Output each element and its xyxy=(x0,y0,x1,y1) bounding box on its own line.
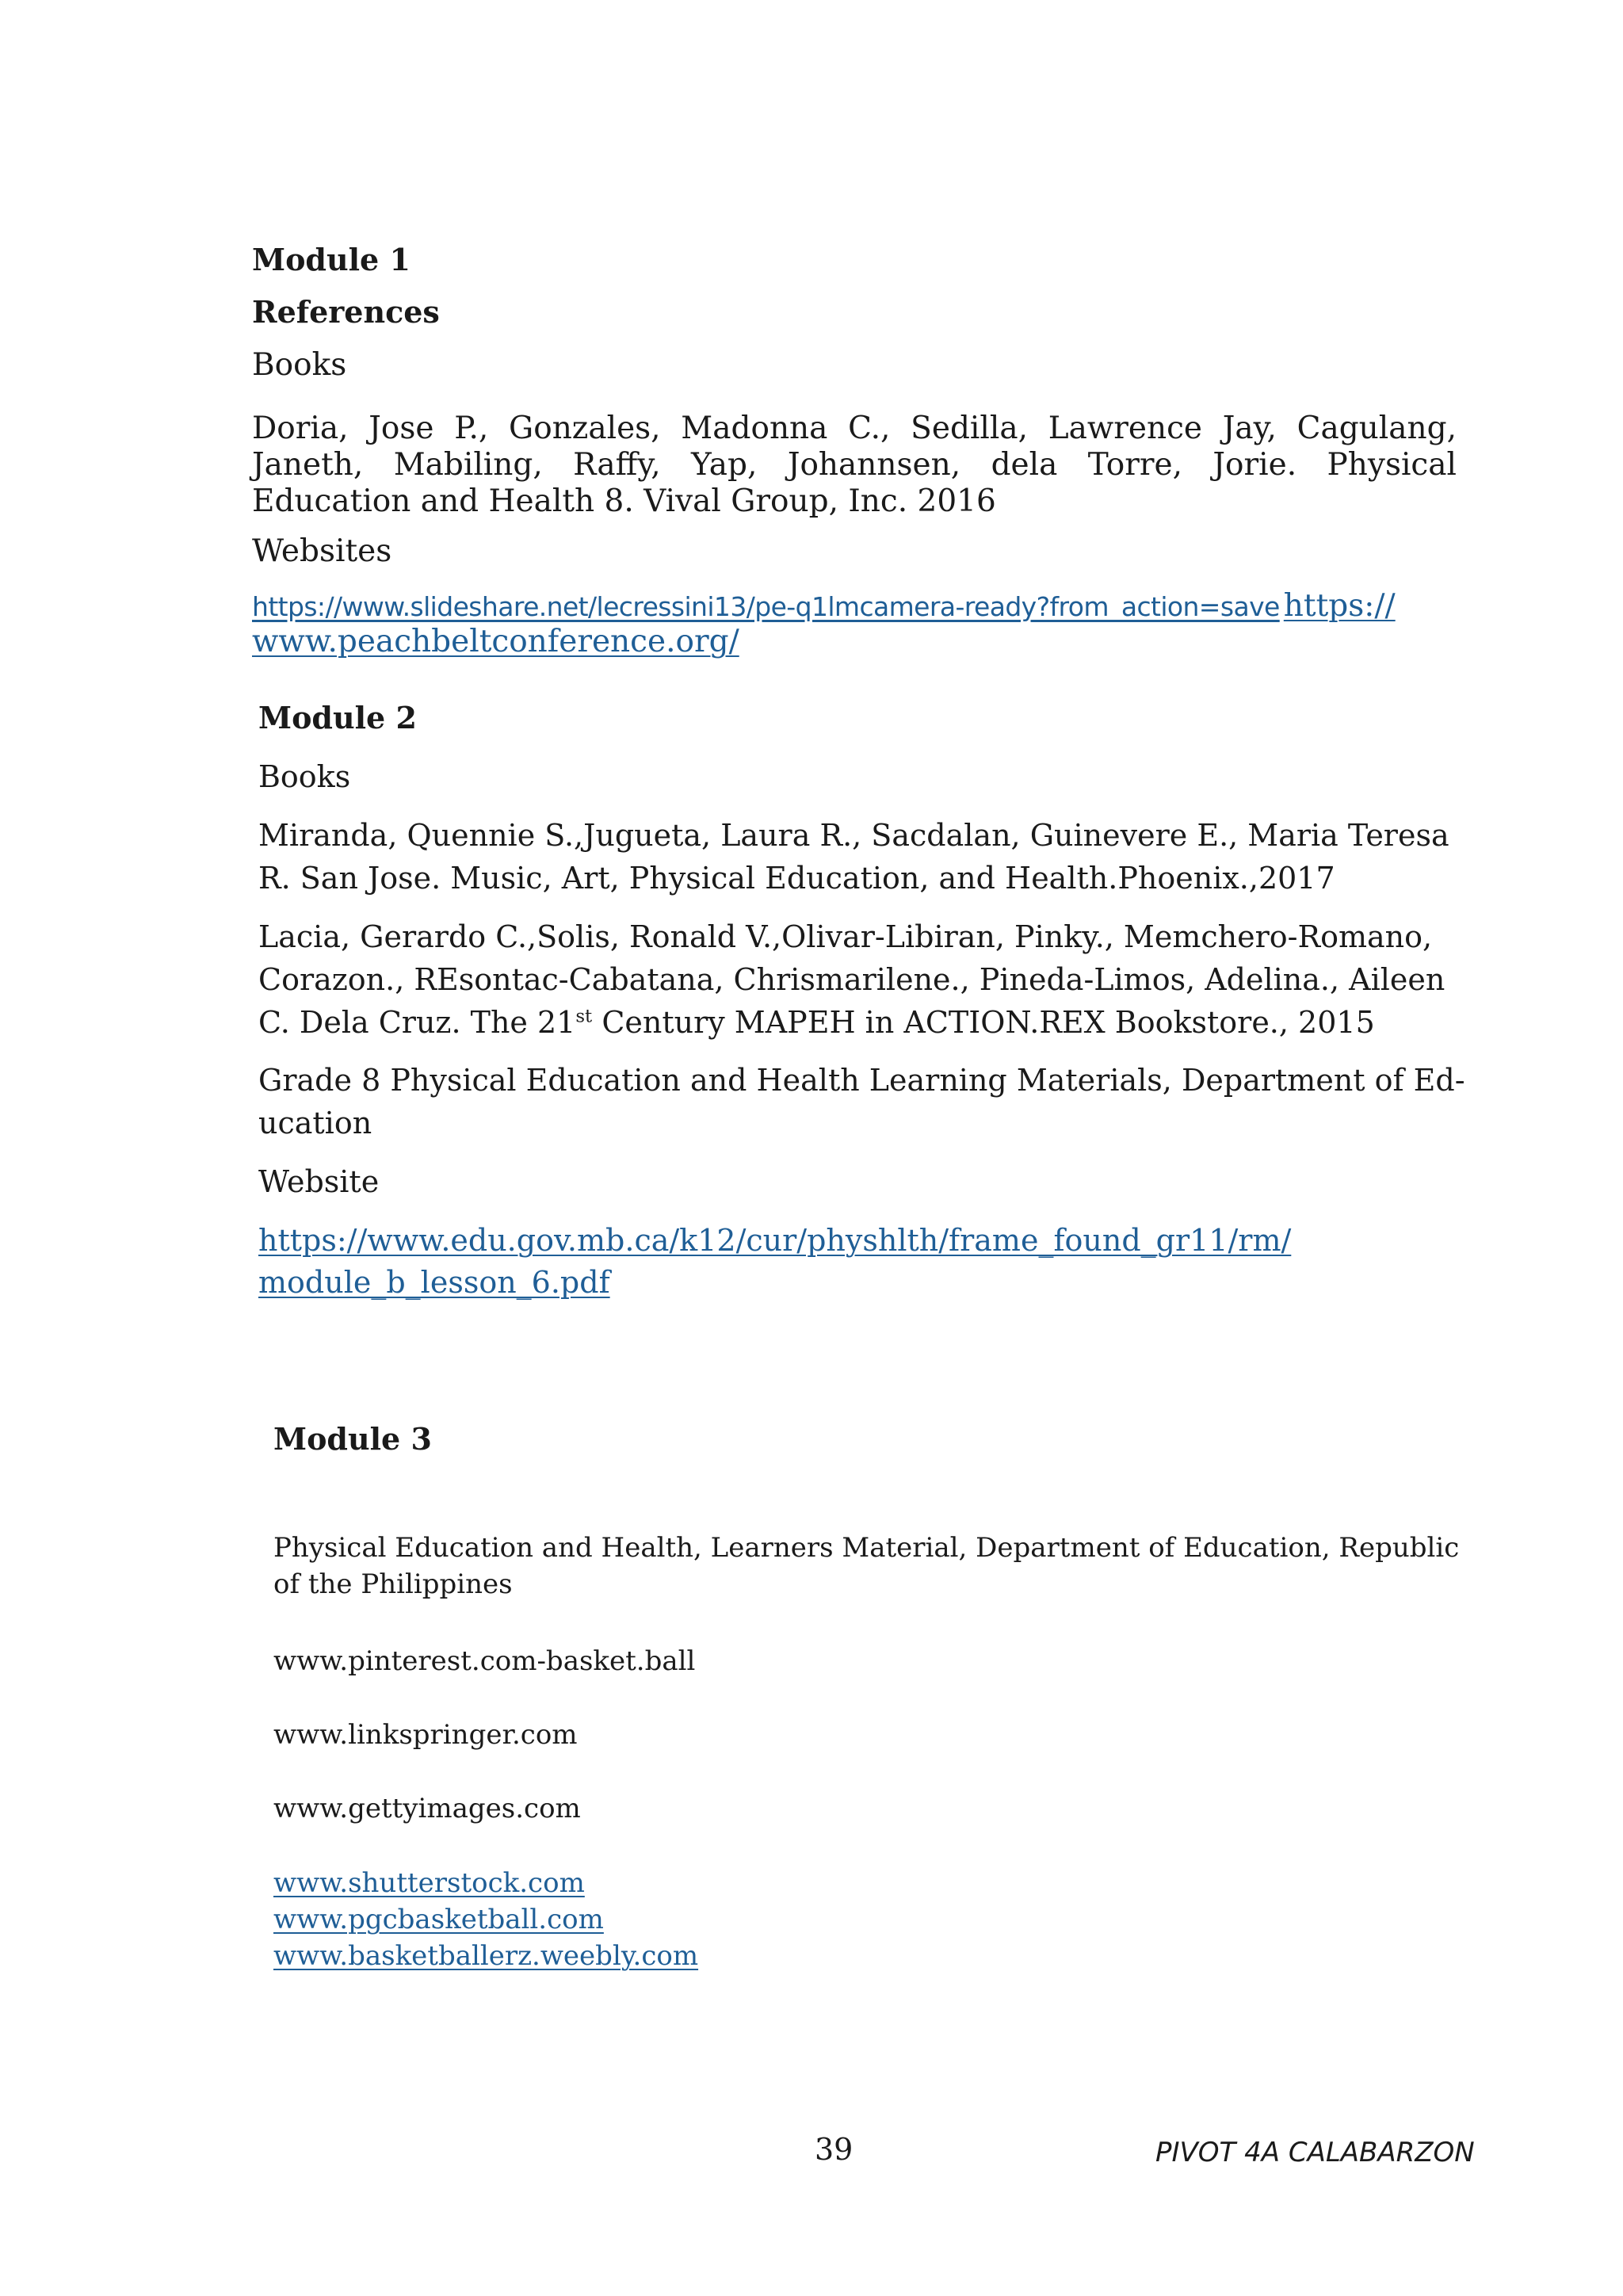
footer-brand: PIVOT 4A CALABARZON xyxy=(1155,2137,1475,2168)
peachbelt-link-part-1[interactable]: https:// xyxy=(1283,588,1396,624)
reference-entry-line: Grade 8 Physical Education and Health Learning Materials, Department of Ed- xyxy=(258,1063,1465,1098)
entry-text: Century MAPEH in ACTION.REX Bookstore., 2015 xyxy=(592,1005,1375,1040)
page-number: 39 xyxy=(815,2132,854,2167)
peachbelt-link-part-2[interactable]: www.peachbeltconference.org/ xyxy=(252,624,739,659)
module-3-site: www.pinterest.com-basket.ball xyxy=(273,1645,696,1677)
reference-entry-line: Miranda, Quennie S.,Jugueta, Laura R., Sacdalan, Guinevere E., Maria Teresa xyxy=(258,818,1449,853)
module-3-entry: Physical Education and Health, Learners Material, Department of Education, Republic of the Philippines xyxy=(273,1532,1460,1600)
module-3-site: www.gettyimages.com xyxy=(273,1793,581,1824)
edu-gov-link-line-2[interactable]: module_b_lesson_6.pdf xyxy=(258,1265,610,1300)
module-3-site: www.linkspringer.com xyxy=(273,1719,578,1751)
reference-entry-line xyxy=(258,1001,1375,1044)
references-heading: References xyxy=(252,294,440,330)
pgcbasketball-link[interactable]: www.pgcbasketball.com xyxy=(273,1904,604,1935)
reference-entry-line: Lacia, Gerardo C.,Solis, Ronald V.,Olivar-Libiran, Pinky., Memchero-Romano, xyxy=(258,919,1433,954)
edu-gov-link-line-1[interactable]: https://www.edu.gov.mb.ca/k12/cur/physhlth/frame_found_gr11/rm/ xyxy=(258,1223,1292,1258)
module-2-heading: Module 2 xyxy=(258,700,417,735)
ordinal-superscript: st xyxy=(575,1006,593,1027)
module-1-books-label: Books xyxy=(252,347,347,383)
shutterstock-link[interactable]: www.shutterstock.com xyxy=(273,1867,585,1899)
module-2-website-label: Website xyxy=(258,1164,380,1199)
module-1-websites-label: Websites xyxy=(252,533,392,569)
module-3-heading: Module 3 xyxy=(273,1421,432,1457)
module-1-heading: Module 1 xyxy=(252,242,411,277)
module-2-books-label: Books xyxy=(258,759,351,794)
basketballerz-link[interactable]: www.basketballerz.weebly.com xyxy=(273,1940,699,1972)
reference-entry-line: R. San Jose. Music, Art, Physical Education, and Health.Phoenix.,2017 xyxy=(258,861,1335,896)
reference-entry-line: ucation xyxy=(258,1106,372,1140)
module-1-book-entry: Doria, Jose P., Gonzales, Madonna C., Sedilla, Lawrence Jay, Cagulang, Janeth, Mabiling, Raffy, Yap, Johannsen, dela Torre, Jorie. Physical Education and Health 8. Vival Group, Inc. 2016 xyxy=(252,411,1457,519)
slideshare-link[interactable]: https://www.slideshare.net/lecressini13/pe-q1lmcamera-ready?from_action=save xyxy=(252,591,1280,622)
entry-text: C. Dela Cruz. The 21 xyxy=(258,1005,576,1040)
reference-entry-line: Corazon., REsontac-Cabatana, Chrismarilene., Pineda-Limos, Adelina., Aileen xyxy=(258,962,1445,997)
